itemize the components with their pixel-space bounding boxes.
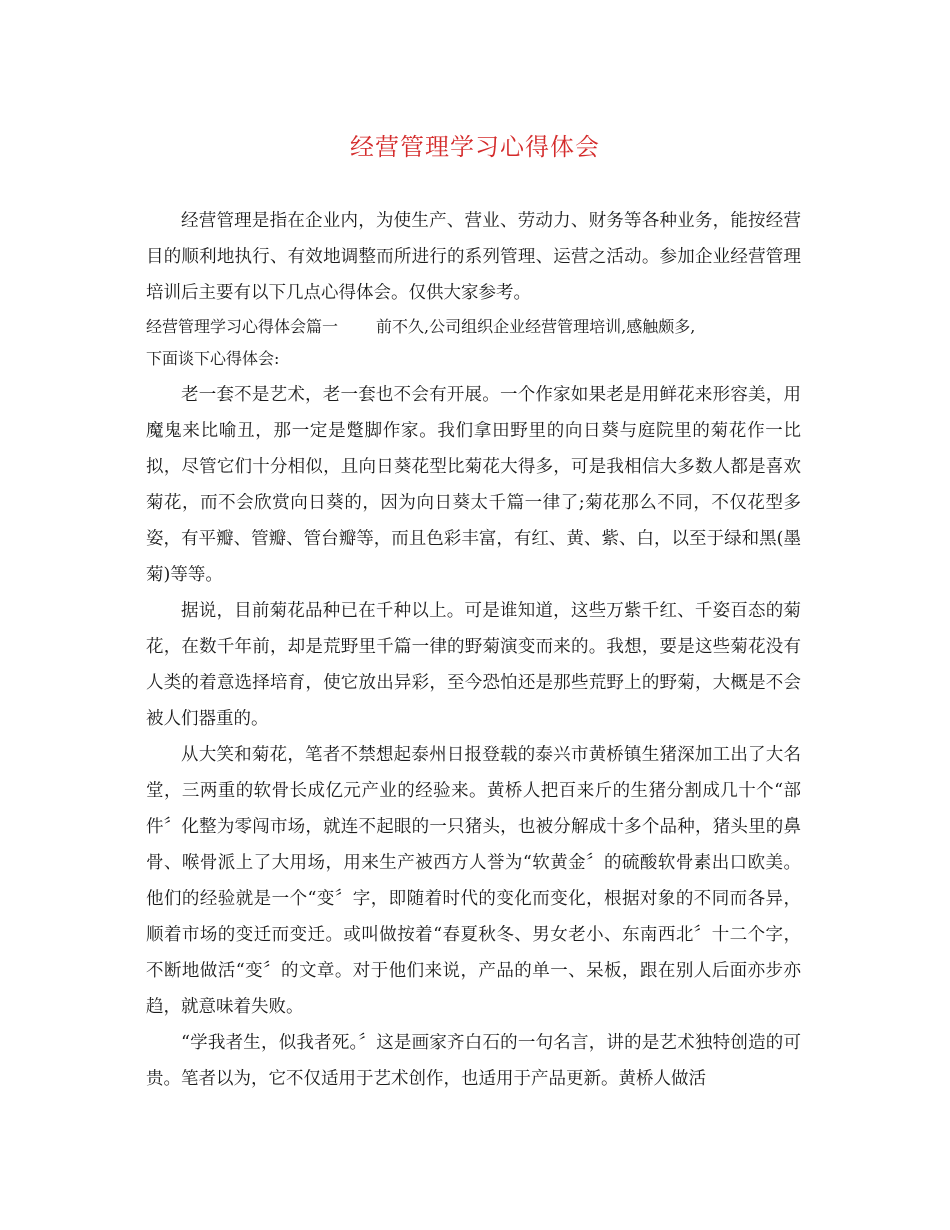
intro-paragraph: 经营管理是指在企业内，为使生产、营业、劳动力、财务等各种业务，能按经营目的顺利地执行、有效地调整而所进行的系列管理、运营之活动。参加企业经营管理培训后主要有以下几点心得体会。仅供大家参考。 [146,211,801,303]
document-body [146,203,801,1097]
section-heading-line [146,311,801,343]
document-title: 经营管理学习心得体会 [350,133,600,161]
section-lead-line2: 下面谈下心得体会: [146,349,280,368]
section-heading: 经营管理学习心得体会篇一 [146,317,339,336]
body-paragraph-4: “学我者生，似我者死。〞这是画家齐白石的一句名言，讲的是艺术独特创造的可贵。笔者以为，它不仅适用于艺术创作，也适用于产品更新。黄桥人做活 [146,1033,801,1089]
body-paragraph-2: 据说，目前菊花品种已在千种以上。可是谁知道，这些万紫千红、千姿百态的菊花，在数千年前，却是荒野里千篇一律的野菊演变而来的。我想，要是这些菊花没有人类的着意选择培育，使它放出异彩，至今恐怕还是那些荒野上的野菊，大概是不会被人们器重的。 [146,601,801,729]
body-paragraph-1: 老一套不是艺术，老一套也不会有开展。一个作家如果老是用鲜花来形容美，用魔鬼来比喻丑，那一定是蹩脚作家。我们拿田野里的向日葵与庭院里的菊花作一比拟，尽管它们十分相似，且向日葵花型比菊花大得多，可是我相信大多数人都是喜欢菊花，而不会欣赏向日葵的，因为向日葵太千篇一律了;菊花那么不同，不仅花型多姿，有平瓣、管瓣、管台瓣等，而且色彩丰富，有红、黄、紫、白，以至于绿和黑(墨菊)等等。 [146,385,801,585]
section-lead-line1: 前不久,公司组织企业经营管理培训,感触颇多, [376,317,696,336]
body-paragraph-3: 从大笑和菊花，笔者不禁想起泰州日报登载的泰兴市黄桥镇生猪深加工出了大名堂，三两重的软骨长成亿元产业的经验来。黄桥人把百来斤的生猪分割成几十个“部件〞化整为零闯市场，就连不起眼的一只猪头，也被分解成十多个品种，猪头里的鼻骨、喉骨派上了大用场，用来生产被西方人誉为“软黄金〞的硫酸软骨素出口欧美。他们的经验就是一个“变〞字，即随着时代的变化而变化，根据对象的不同而各异，顺着市场的变迁而变迁。或叫做按着“春夏秋冬、男女老小、东南西北〞十二个字，不断地做活“变〞的文章。对于他们来说，产品的单一、呆板，跟在别人后面亦步亦趋，就意味着失败。 [146,745,801,1017]
